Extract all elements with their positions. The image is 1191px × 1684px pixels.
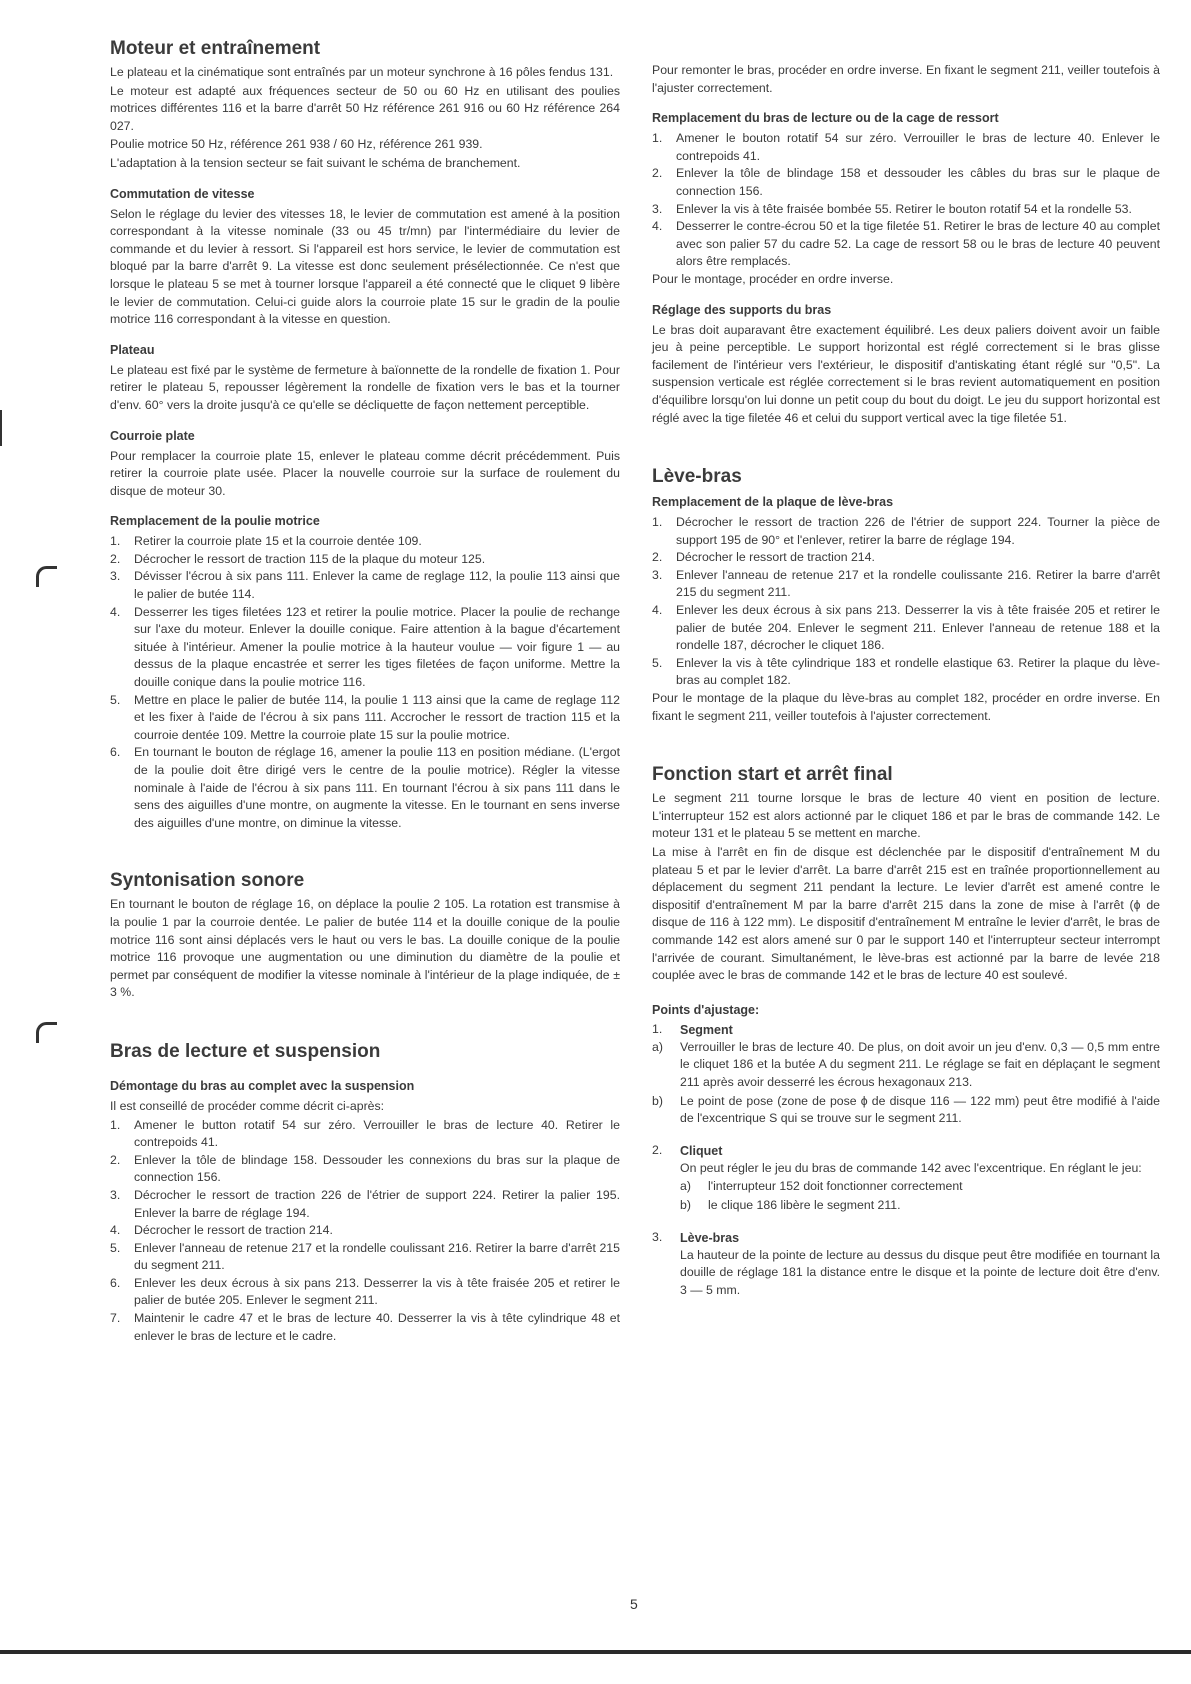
list-item	[652, 201, 1160, 219]
item-number: 1.	[110, 1117, 121, 1132]
points-title: Points d'ajustage:	[652, 1002, 760, 1017]
subsection-title-commutation: Commutation de vitesse	[110, 186, 255, 201]
subsection-title-demontage: Démontage du bras au complet avec la suspension	[110, 1078, 415, 1093]
paragraph: Poulie motrice 50 Hz, référence 261 938 / 60 Hz, référence 261 939.	[110, 137, 483, 152]
item-number: 3.	[110, 1187, 121, 1202]
page-bottom-rule	[0, 1650, 1191, 1654]
item-text: Enlever les deux écrous à six pans 213. Desserrer la vis à tête fraisée 205 et retirer le palier de butée 205. Enlever le segment 211.	[134, 1275, 620, 1308]
paragraph: Le point de pose (zone de pose ϕ de disque 116 — 122 mm) peut être modifié à l'aide de l'excentrique S qui se trouve sur le segment 211.	[680, 1093, 1160, 1126]
item-text: Desserrer les tiges filetées 123 et retirer la poulie motrice. Placer la poulie de rechange sur l'axe du moteur. Enlever la douille conique. Faire attention à la bague d'écartement située à l'intérieur. Amener la poulie motrice à la hauteur voulue — voir figure 1 — au dessus de la plaque encastrée et serrer les tiges filetées de façon uniforme. Mettre la douille conique dans la poulie motrice 116.	[134, 604, 620, 690]
list-item	[110, 604, 620, 692]
page-number: 5	[630, 1596, 638, 1612]
cage-steps-list	[652, 130, 1160, 271]
item-number: 5.	[110, 1240, 121, 1255]
item-text: Décrocher le ressort de traction 115 de la plaque du moteur 125.	[134, 551, 486, 566]
list-item	[652, 130, 1160, 165]
paragraph: Pour remonter le bras, procéder en ordre inverse. En fixant le segment 211, veiller toutefois à l'ajuster correctement.	[652, 63, 1160, 95]
item-text: Amener le bouton rotatif 54 sur zéro. Verrouiller le bras de lecture 40. Enlever le contrepoids 41.	[676, 131, 1160, 163]
list-item	[652, 602, 1160, 655]
item-number: 1.	[110, 534, 121, 549]
item-number: 3.	[652, 201, 663, 216]
item-number: 2.	[652, 1142, 663, 1157]
section-title-bras: Bras de lecture et suspension	[110, 1040, 381, 1062]
sub-item	[680, 1197, 1160, 1215]
item-number: 2.	[652, 166, 663, 181]
item-number: 2.	[110, 551, 121, 566]
item-text: Décrocher le ressort de traction 214.	[676, 550, 875, 565]
list-item	[652, 165, 1160, 200]
item-text: Enlever la tôle de blindage 158 et dessouder les câbles du bras sur le plaque de connection 156.	[676, 166, 1160, 198]
point-segment	[652, 1021, 1160, 1039]
item-text: Décrocher le ressort de traction 214.	[134, 1223, 333, 1238]
list-item	[110, 533, 620, 551]
item-number: 4.	[652, 603, 663, 618]
paragraph: l'interrupteur 152 doit fonctionner correctement	[708, 1179, 963, 1194]
subsection-title-cage: Remplacement du bras de lecture ou de la cage de ressort	[652, 111, 999, 126]
scan-edge-mark	[0, 410, 2, 446]
list-item	[110, 692, 620, 745]
item-text: Maintenir le cadre 47 et le bras de lecture 40. Desserrer la vis à tête cylindrique 48 et enlever le bras de lecture et le cadre.	[134, 1311, 620, 1343]
item-number: 3.	[652, 1229, 663, 1244]
section-title-fonction: Fonction start et arrêt final	[652, 764, 893, 786]
item-number: 6.	[110, 1275, 121, 1290]
paragraph: Pour remplacer la courroie plate 15, enlever le plateau comme décrit précédemment. Puis retirer la courroie plate usée. Placer la nouvelle courroie sur la surface de roulement du disque de moteur 30.	[110, 448, 620, 498]
item-number: 4.	[110, 1223, 121, 1238]
list-item	[110, 551, 620, 569]
poulie-steps-list	[110, 533, 620, 832]
list-item	[652, 567, 1160, 602]
item-text: Enlever la tôle de blindage 158. Dessouder les connexions du bras sur la plaque de connection 156.	[134, 1152, 620, 1185]
item-number: 1.	[652, 131, 663, 146]
list-item	[652, 514, 1160, 549]
paragraph: Selon le réglage du levier des vitesses 18, le levier de commutation est amené à la position correspondant à la vitesse nominale (33 ou 45 tr/mn) par l'intermédiaire du levier de commande et du levier à ressort. Si l'appareil est hors service, le levier de commutation est bloqué par la barre d'arrêt 9. La vitesse est donc seulement présélectionnée. Ce n'est que lorsque le plateau 5 se met à tourner lorsque l'appareil a été connecté que le cliquet 9 libère le levier de commutation. Celui-ci guide alors la courroie plate 15 sur le gradin de la poulie motrice 116 correspondant à la vitesse en question.	[110, 206, 620, 327]
point-cliquet	[652, 1142, 1160, 1215]
list-item	[110, 1240, 620, 1275]
sub-item	[652, 1093, 1160, 1128]
paragraph: On peut régler le jeu du bras de commande 142 avec l'excentrique. En réglant le jeu:	[680, 1160, 1142, 1175]
item-text: Enlever la vis à tête cylindrique 183 et rondelle elastique 63. Retirer la plaque du lève-bras au complet 182.	[676, 655, 1160, 688]
item-text: Décrocher le ressort de traction 226 de l'étrier de support 224. Retirer la palier 195. Enlever la barre de réglage 194.	[134, 1187, 620, 1220]
sub-item	[680, 1178, 1160, 1196]
item-text: Enlever l'anneau de retenue 217 et la rondelle coulissant 216. Retirer la barre d'arrêt 215 du segment 211.	[134, 1240, 620, 1273]
sub-item	[652, 1039, 1160, 1092]
item-text: Desserrer le contre-écrou 50 et la tige filetée 51. Retirer le bras de lecture 40 au complet avec son palier 57 du cadre 52. La cage de ressort 58 ou le bras de lecture 40 peuvent alors être remplacés.	[676, 219, 1160, 269]
item-number: 6.	[110, 745, 121, 760]
subsection-title-supports: Réglage des supports du bras	[652, 302, 832, 317]
point-leve-bras	[652, 1229, 1160, 1300]
item-text: Amener le button rotatif 54 sur zéro. Verrouiller le bras de lecture 40. Retirer le contrepoids 41.	[134, 1117, 620, 1150]
item-number: 2.	[110, 1152, 121, 1167]
list-item	[110, 1187, 620, 1222]
list-item	[110, 1152, 620, 1187]
item-text: Mettre en place le palier de butée 114, la poulie 1 113 ainsi que la came de reglage 112 et les fixer à l'aide de l'écrou à six pans 111. Accrocher le ressort de traction 115 et la courroie dentée 109. Mettre la courroie plate 15 sur la poulie motrice.	[134, 692, 620, 742]
point-title: Cliquet	[680, 1143, 723, 1158]
subsection-title-poulie: Remplacement de la poulie motrice	[110, 514, 320, 529]
paragraph: L'adaptation à la tension secteur se fait suivant le schéma de branchement.	[110, 155, 521, 170]
item-text: En tournant le bouton de réglage 16, amener la poulie 113 en position médiane. (L'ergot de la poulie doit être dirigé vers le centre de la poulie motrice). Régler la vitesse nominale à l'aide de l'écrou à six pans 111. En tournant l'écrou à six pans 111 dans le sens des aiguilles d'une montre, on augmente la vitesse. En le tournant en sens inverse des aiguilles d'une montre, on diminue la vitesse.	[134, 745, 620, 830]
right-column	[652, 62, 1160, 1300]
list-item	[110, 568, 620, 603]
paragraph: La hauteur de la pointe de lecture au dessus du disque peut être modifiée en tournant la douille de réglage 181 la distance entre le disque et la pointe de lecture doit être d'env. 3 — 5 mm.	[680, 1247, 1160, 1297]
subsection-title-courroie: Courroie plate	[110, 428, 195, 443]
item-letter: b)	[680, 1197, 691, 1212]
paragraph: La mise à l'arrêt en fin de disque est déclenchée par le dispositif d'entraînement M du plateau 5 et par le levier d'arrêt. La barre d'arrêt 215 est en traînée proportionnellement au déplacement du segment 211 pendant la lecture. Le levier d'arrêt est amené contre le dispositif d'entraînement M par la barre d'arrêt 215 dans la zone de mise à l'arrêt (ϕ de disque de 116 à 122 mm). Le dispositif d'entraînement M entraîne le levier d'arrêt, le bras de commande 142 est alors amené sur 0 par le support 140 et l'interrupteur secteur interrompt l'arrivée de courant. Simultanément, le lève-bras est actionné par la barre de levée 218 couplée avec le bras de commande 142 et le bras de lecture 40 est soulevé.	[652, 845, 1160, 983]
item-letter: a)	[652, 1039, 663, 1054]
subsection-title-plaque: Remplacement de la plaque de lève-bras	[652, 495, 894, 510]
item-text: Enlever les deux écrous à six pans 213. Desserrer la vis à tête fraisée 205 et retirer le palier de butée 204. Enlever le segment 211. Enlever l'anneau de retenue 188 et la rondelle 187, décrocher le cliquet 186.	[676, 603, 1160, 653]
paragraph: Le bras doit auparavant être exactement équilibré. Les deux paliers doivent avoir un faible jeu à peine perceptible. Le support horizontal est réglé correctement si le bras glisse facilement de l'intérieur vers l'extérieur, le dispositif d'antiskating étant réglé sur "0,5". La suspension verticale est réglée correctement si le bras revient automatiquement en position d'équilibre lorsqu'on lui donne un petit coup du bout du doigt. Le jeu du support horizontal est réglé avec la tige filetée 46 et celui du support vertical avec la tige filetée 51.	[652, 322, 1160, 425]
punch-hole-mark	[36, 566, 57, 587]
item-text: Enlever l'anneau de retenue 217 et la rondelle coulissante 216. Retirer la barre d'arrêt 215 du segment 211.	[676, 567, 1160, 600]
plaque-steps-list	[652, 514, 1160, 690]
list-item	[110, 1117, 620, 1152]
item-number: 4.	[652, 219, 663, 234]
left-column	[110, 36, 620, 1345]
item-number: 1.	[652, 1021, 663, 1036]
item-number: 3.	[110, 569, 121, 584]
point-title: Lève-bras	[680, 1230, 740, 1245]
list-item	[110, 1310, 620, 1345]
item-number: 7.	[110, 1311, 121, 1326]
list-item	[110, 1222, 620, 1240]
paragraph: Pour le montage, procéder en ordre inverse.	[652, 271, 894, 286]
item-text: Dévisser l'écrou à six pans 111. Enlever la came de reglage 112, la poulie 113 ainsi que le palier de butée 114.	[134, 569, 620, 602]
item-text: Retirer la courroie plate 15 et la courroie dentée 109.	[134, 534, 422, 549]
section-title-syntonisation: Syntonisation sonore	[110, 870, 305, 892]
item-letter: a)	[680, 1179, 691, 1194]
paragraph: Verrouiller le bras de lecture 40. De plus, on doit avoir un jeu d'env. 0,3 — 0,5 mm entre le cliquet 186 et la butée A du segment 211. Le réglage se fait en déplaçant le segment 211 après avoir desserré les écrous hexagonaux 213.	[680, 1039, 1160, 1089]
list-item	[110, 1275, 620, 1310]
list-item	[652, 655, 1160, 690]
section-title-leve-bras: Lève-bras	[652, 466, 742, 488]
subsection-title-plateau: Plateau	[110, 342, 155, 357]
item-letter: b)	[652, 1093, 663, 1108]
item-number: 4.	[110, 604, 121, 619]
point-title: Segment	[680, 1022, 733, 1037]
paragraph: le clique 186 libère le segment 211.	[708, 1197, 901, 1212]
item-number: 5.	[110, 692, 121, 707]
section-title-moteur: Moteur et entraînement	[110, 38, 321, 59]
item-number: 5.	[652, 655, 663, 670]
paragraph: Le moteur est adapté aux fréquences secteur de 50 ou 60 Hz en utilisant des poulies motrices différentes 116 et la barre d'arrêt 50 Hz référence 261 916 ou 60 Hz référence 264 027.	[110, 83, 620, 133]
paragraph: Le plateau et la cinématique sont entraînés par un moteur synchrone à 16 pôles fendus 131.	[110, 65, 614, 79]
paragraph: Pour le montage de la plaque du lève-bras au complet 182, procéder en ordre inverse. En fixant le segment 211, veiller toutefois à l'ajuster correctement.	[652, 691, 1160, 723]
item-text: Enlever la vis à tête fraisée bombée 55. Retirer le bouton rotatif 54 et la rondelle 53.	[676, 201, 1132, 216]
list-item	[652, 549, 1160, 567]
item-number: 2.	[652, 550, 663, 565]
punch-hole-mark	[36, 1022, 57, 1043]
item-text: Décrocher le ressort de traction 226 de l'étrier de support 224. Tourner la pièce de support 195 de 90° et l'enlever, retirer la barre de réglage 194.	[676, 515, 1160, 547]
demontage-steps-list	[110, 1117, 620, 1346]
paragraph: Le plateau est fixé par le système de fermeture à baïonnette de la rondelle de fixation 1. Pour retirer le plateau 5, repousser légèrement la rondelle de fixation vers le bas et la tourner d'env. 60° vers la droite jusqu'à ce qu'elle se décliquette de façon nettement perceptible.	[110, 362, 620, 412]
list-item	[110, 744, 620, 832]
paragraph: Il est conseillé de procéder comme décrit ci-après:	[110, 1098, 385, 1113]
item-number: 1.	[652, 515, 663, 530]
paragraph: En tournant le bouton de réglage 16, on déplace la poulie 2 105. La rotation est transmise à la poulie 1 par la courroie dentée. Le palier de butée 114 et la douille conique de la poulie motrice 116 sont ainsi déplacés vers le haut ou vers le bas. La douille conique de la poulie motrice 116 provoque une augmentation ou une diminution du diamètre de la poulie et permet par conséquent de modifier la vitesse nominale à l'intérieur de la plage indiquée, de ± 3 %.	[110, 897, 620, 1000]
list-item	[652, 218, 1160, 271]
item-number: 3.	[652, 567, 663, 582]
paragraph: Le segment 211 tourne lorsque le bras de lecture 40 vient en position de lecture. L'interrupteur 152 est alors actionné par le cliquet 186 et par le bras de commande 142. Le moteur 131 et le plateau 5 se mettent en marche.	[652, 791, 1160, 841]
